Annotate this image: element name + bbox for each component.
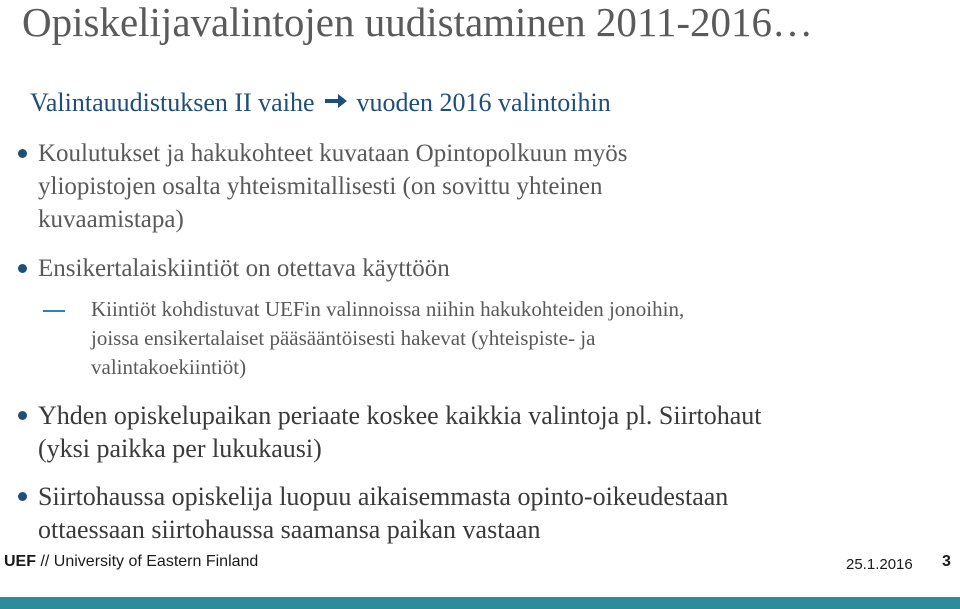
bullet-line: Ensikertalaiskiintiöt on otettava käyttöön: [38, 255, 450, 282]
sub-bullet-item: [91, 295, 931, 382]
footer-date: 25.1.2016: [846, 556, 913, 573]
bullet-item: [38, 480, 938, 546]
bullet-item: [38, 399, 938, 465]
slide-title: Opiskelijavalintojen uudistaminen 2011-2016…: [22, 0, 814, 45]
bullet-line: (yksi paikka per lukukausi): [38, 434, 322, 463]
footer-org-name: // University of Eastern Finland: [36, 553, 259, 570]
bullet-dot-icon: [18, 411, 27, 420]
dash-icon: [43, 310, 65, 312]
sub-bullet-line: joissa ensikertalaiset pääsääntöisesti hakevat (yhteispiste- ja: [91, 326, 596, 350]
slide-subtitle: [30, 88, 611, 118]
footer-bar: [0, 597, 960, 609]
bullet-line: kuvaamistapa): [38, 206, 184, 233]
footer-organization: [4, 553, 258, 571]
bullet-line: yliopistojen osalta yhteismitallisesti (on sovittu yhteinen: [38, 173, 603, 200]
bullet-dot-icon: [18, 264, 27, 273]
bullet-item: [38, 137, 938, 236]
footer-org-abbr: UEF: [4, 553, 36, 570]
bullet-line: ottaessaan siirtohaussa saamansa paikan vastaan: [38, 515, 541, 544]
bullet-line: Siirtohaussa opiskelija luopuu aikaisemmasta opinto-oikeudestaan: [38, 482, 729, 511]
bullet-item: [38, 252, 938, 285]
bullet-dot-icon: [18, 492, 27, 501]
arrow-right-icon: [323, 88, 349, 118]
subtitle-part2: vuoden 2016 valintoihin: [356, 88, 611, 117]
bullet-dot-icon: [18, 149, 27, 158]
page-number: 3: [942, 553, 951, 570]
sub-bullet-line: valintakoekiintiöt): [91, 355, 247, 379]
bullet-line: Yhden opiskelupaikan periaate koskee kaikkia valintoja pl. Siirtohaut: [38, 401, 762, 430]
subtitle-part1: Valintauudistuksen II vaihe: [30, 88, 315, 117]
sub-bullet-line: Kiintiöt kohdistuvat UEFin valinnoissa niihin hakukohteiden jonoihin,: [91, 297, 685, 321]
bullet-line: Koulutukset ja hakukohteet kuvataan Opintopolkuun myös: [38, 140, 628, 167]
